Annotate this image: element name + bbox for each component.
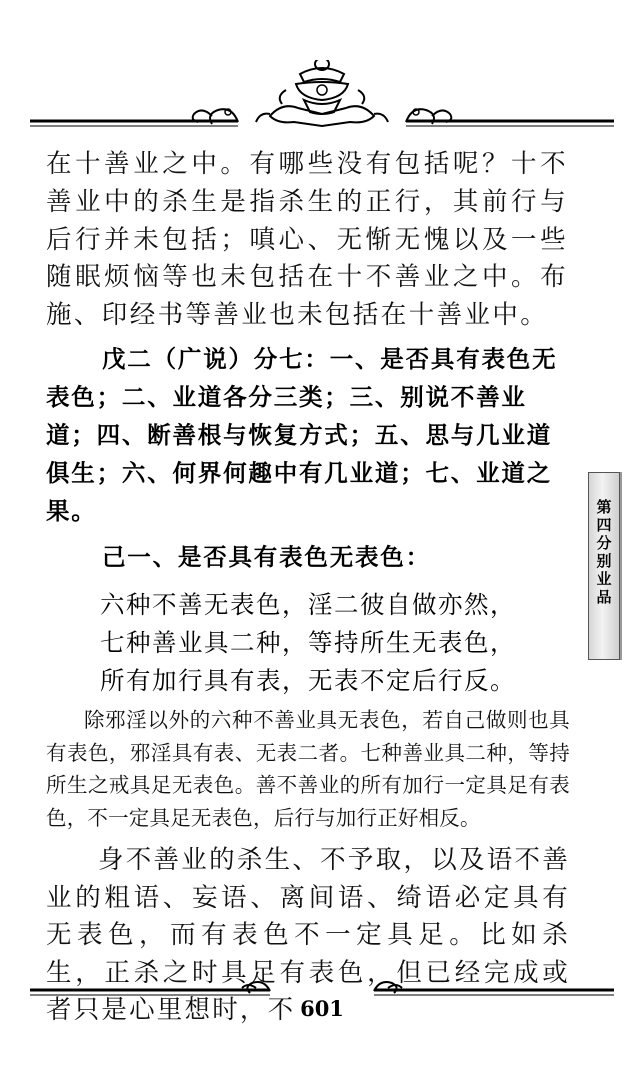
verse-line-2: 七种善业具二种，等持所生无表色， bbox=[100, 628, 516, 657]
body-paragraph: 身不善业的杀生、不予取，以及语不善业的粗语、妄语、离间语、绮语必定具有无表色，而有表色不一定具足。比如杀生，正杀之时具足有表色，但已经完成或者只是心里想时，不 bbox=[46, 845, 570, 1025]
header-ornament bbox=[0, 60, 644, 140]
page-number: 601 bbox=[300, 996, 344, 1021]
side-tab-label: 第四分别业品 bbox=[594, 499, 613, 607]
subsection-heading: 己一、是否具有表色无表色： bbox=[102, 543, 431, 571]
verse-block bbox=[100, 586, 570, 700]
ornament-icon bbox=[0, 60, 644, 140]
verse-line-3: 所有加行具有表，无表不定后行反。 bbox=[100, 666, 516, 695]
chapter-side-tab bbox=[588, 472, 620, 660]
intro-paragraph: 在十善业之中。有哪些没有包括呢？十不善业中的杀生是指杀生的正行，其前行与后行并未包括；嗔心、无惭无愧以及一些随眠烦恼等也未包括在十不善业之中。布施、印经书等善业也未包括在十善业中。 bbox=[46, 149, 568, 331]
section-heading: 戊二（广说）分七：一、是否具有表色无表色；二、业道各分三类；三、别说不善业道；四、断善根与恢复方式；五、思与几业道俱生；六、何界何趣中有几业道；七、业道之果。 bbox=[46, 345, 558, 525]
commentary-paragraph: 除邪淫以外的六种不善业具无表色，若自己做则也具有表色，邪淫具有表、无表二者。七种善业具二种，等持所生之戒具足无表色。善不善业的所有加行一定具足有表色，不一定具足无表色，后行与加行正好相反。 bbox=[46, 708, 570, 830]
verse-line-1: 六种不善无表色，淫二彼自做亦然， bbox=[100, 590, 516, 619]
